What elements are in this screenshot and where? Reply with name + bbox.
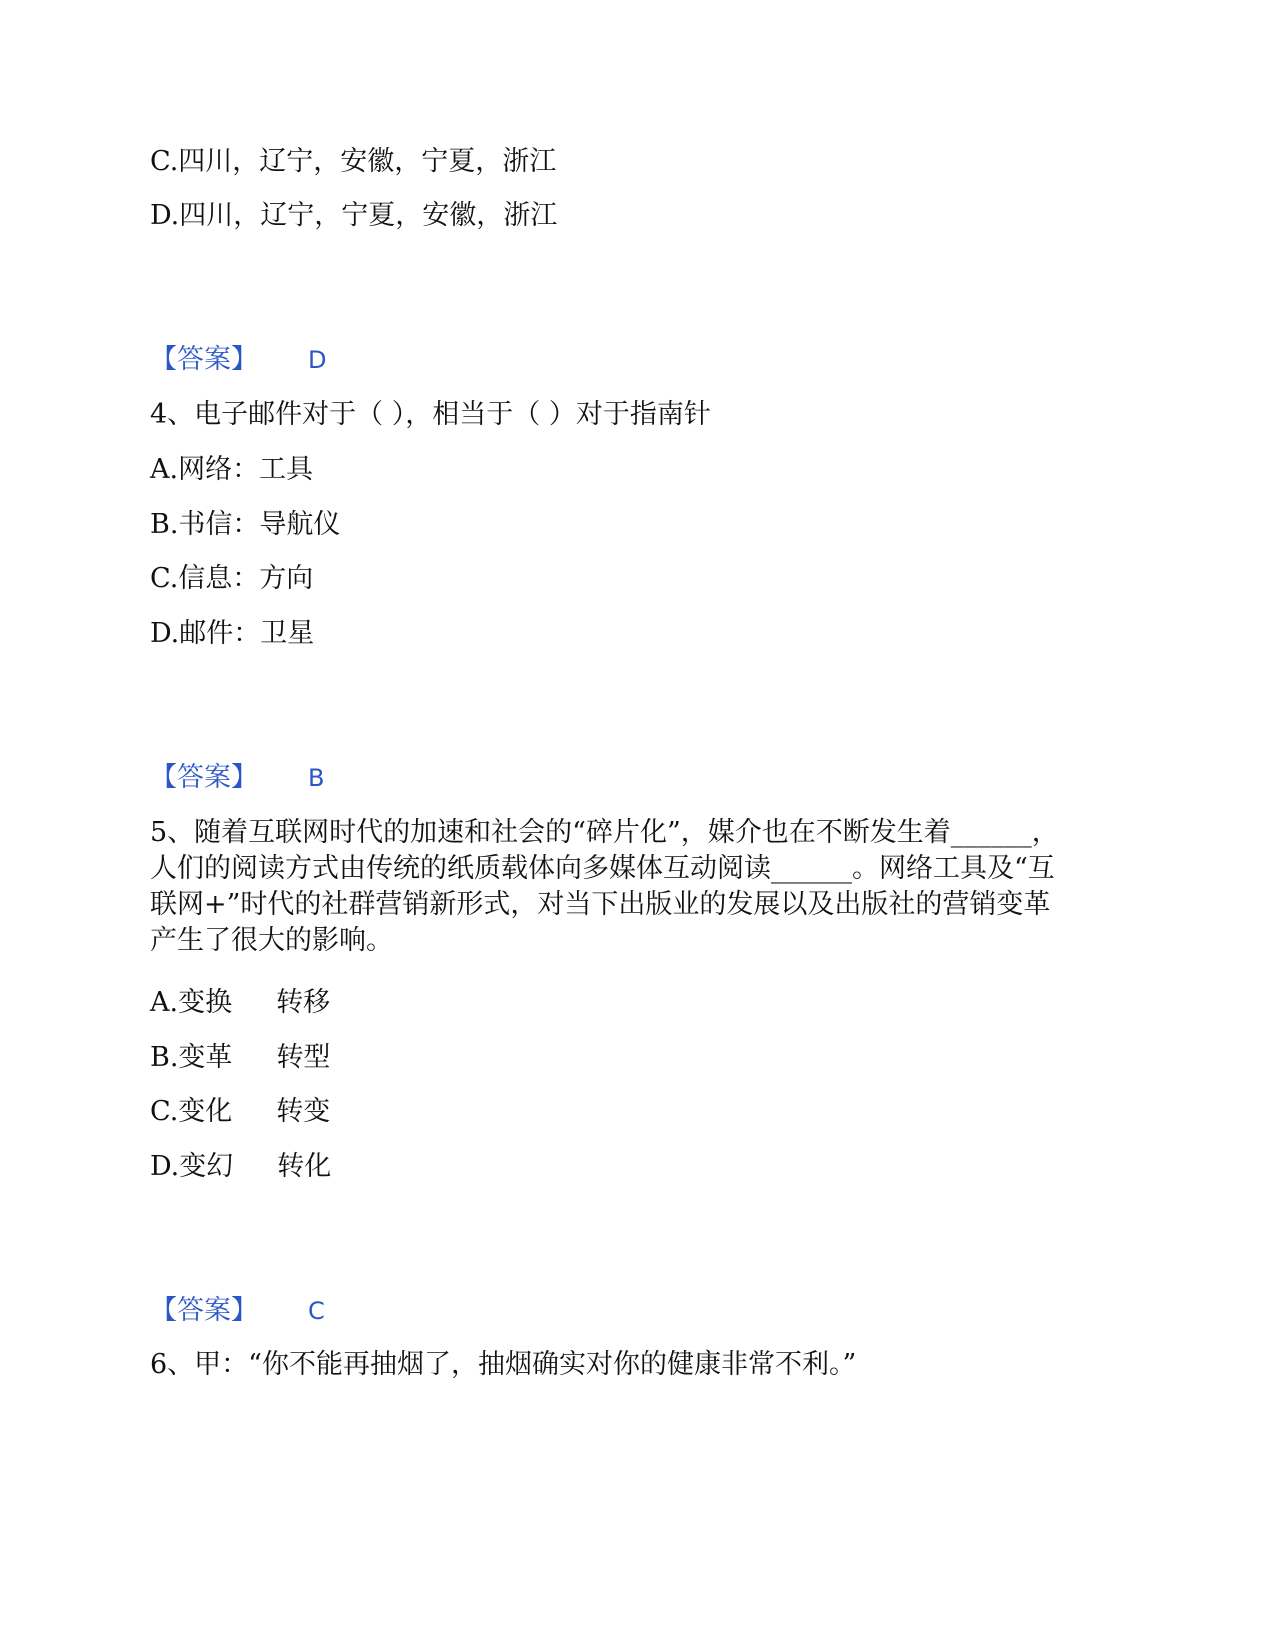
option-second: 转型 <box>276 1042 331 1073</box>
answer-value: C <box>308 1297 325 1325</box>
option-first: D.变幻 <box>150 1151 234 1182</box>
q3-answer <box>150 342 326 378</box>
answer-label: 【答案】 <box>150 344 258 375</box>
q3-option-d: D.四川，辽宁，宁夏，安徽，浙江 <box>150 200 558 231</box>
q5-stem <box>150 815 1130 959</box>
q4-answer <box>150 760 324 796</box>
answer-value: D <box>308 346 327 374</box>
q5-stem-line: 人们的阅读方式由传统的纸质载体向多媒体互动阅读______。网络工具及“互 <box>150 853 1055 884</box>
answer-label: 【答案】 <box>150 1295 258 1326</box>
answer-label: 【答案】 <box>150 762 258 793</box>
answer-value: B <box>308 764 325 792</box>
q5-option-d <box>150 1149 331 1185</box>
q5-option-b <box>150 1040 330 1076</box>
q5-stem-line: 5、随着互联网时代的加速和社会的“碎片化”，媒介也在不断发生着______， <box>150 817 1059 848</box>
q5-option-a <box>150 985 330 1021</box>
q5-option-c <box>150 1094 330 1130</box>
option-second: 转移 <box>276 987 331 1018</box>
q4-stem: 4、电子邮件对于（ ），相当于（ ）对于指南针 <box>150 399 711 430</box>
q4-option-c: C.信息：方向 <box>150 563 314 594</box>
q5-answer <box>150 1293 325 1329</box>
q5-stem-line: 联网+”时代的社群营销新形式，对当下出版业的发展以及出版社的营销变革 <box>150 889 1051 920</box>
q6-stem: 6、甲：“你不能再抽烟了，抽烟确实对你的健康非常不利。” <box>150 1349 857 1380</box>
q4-option-a: A.网络：工具 <box>150 454 314 485</box>
option-first: C.变化 <box>150 1096 233 1127</box>
q5-stem-line: 产生了很大的影响。 <box>150 925 393 956</box>
q4-option-d: D.邮件：卫星 <box>150 618 315 649</box>
q3-option-c: C.四川，辽宁，安徽，宁夏，浙江 <box>150 146 557 177</box>
option-second: 转变 <box>276 1096 331 1127</box>
q4-option-b: B.书信：导航仪 <box>150 509 341 540</box>
option-first: A.变换 <box>150 987 233 1018</box>
option-first: B.变革 <box>150 1042 233 1073</box>
option-second: 转化 <box>277 1151 332 1182</box>
